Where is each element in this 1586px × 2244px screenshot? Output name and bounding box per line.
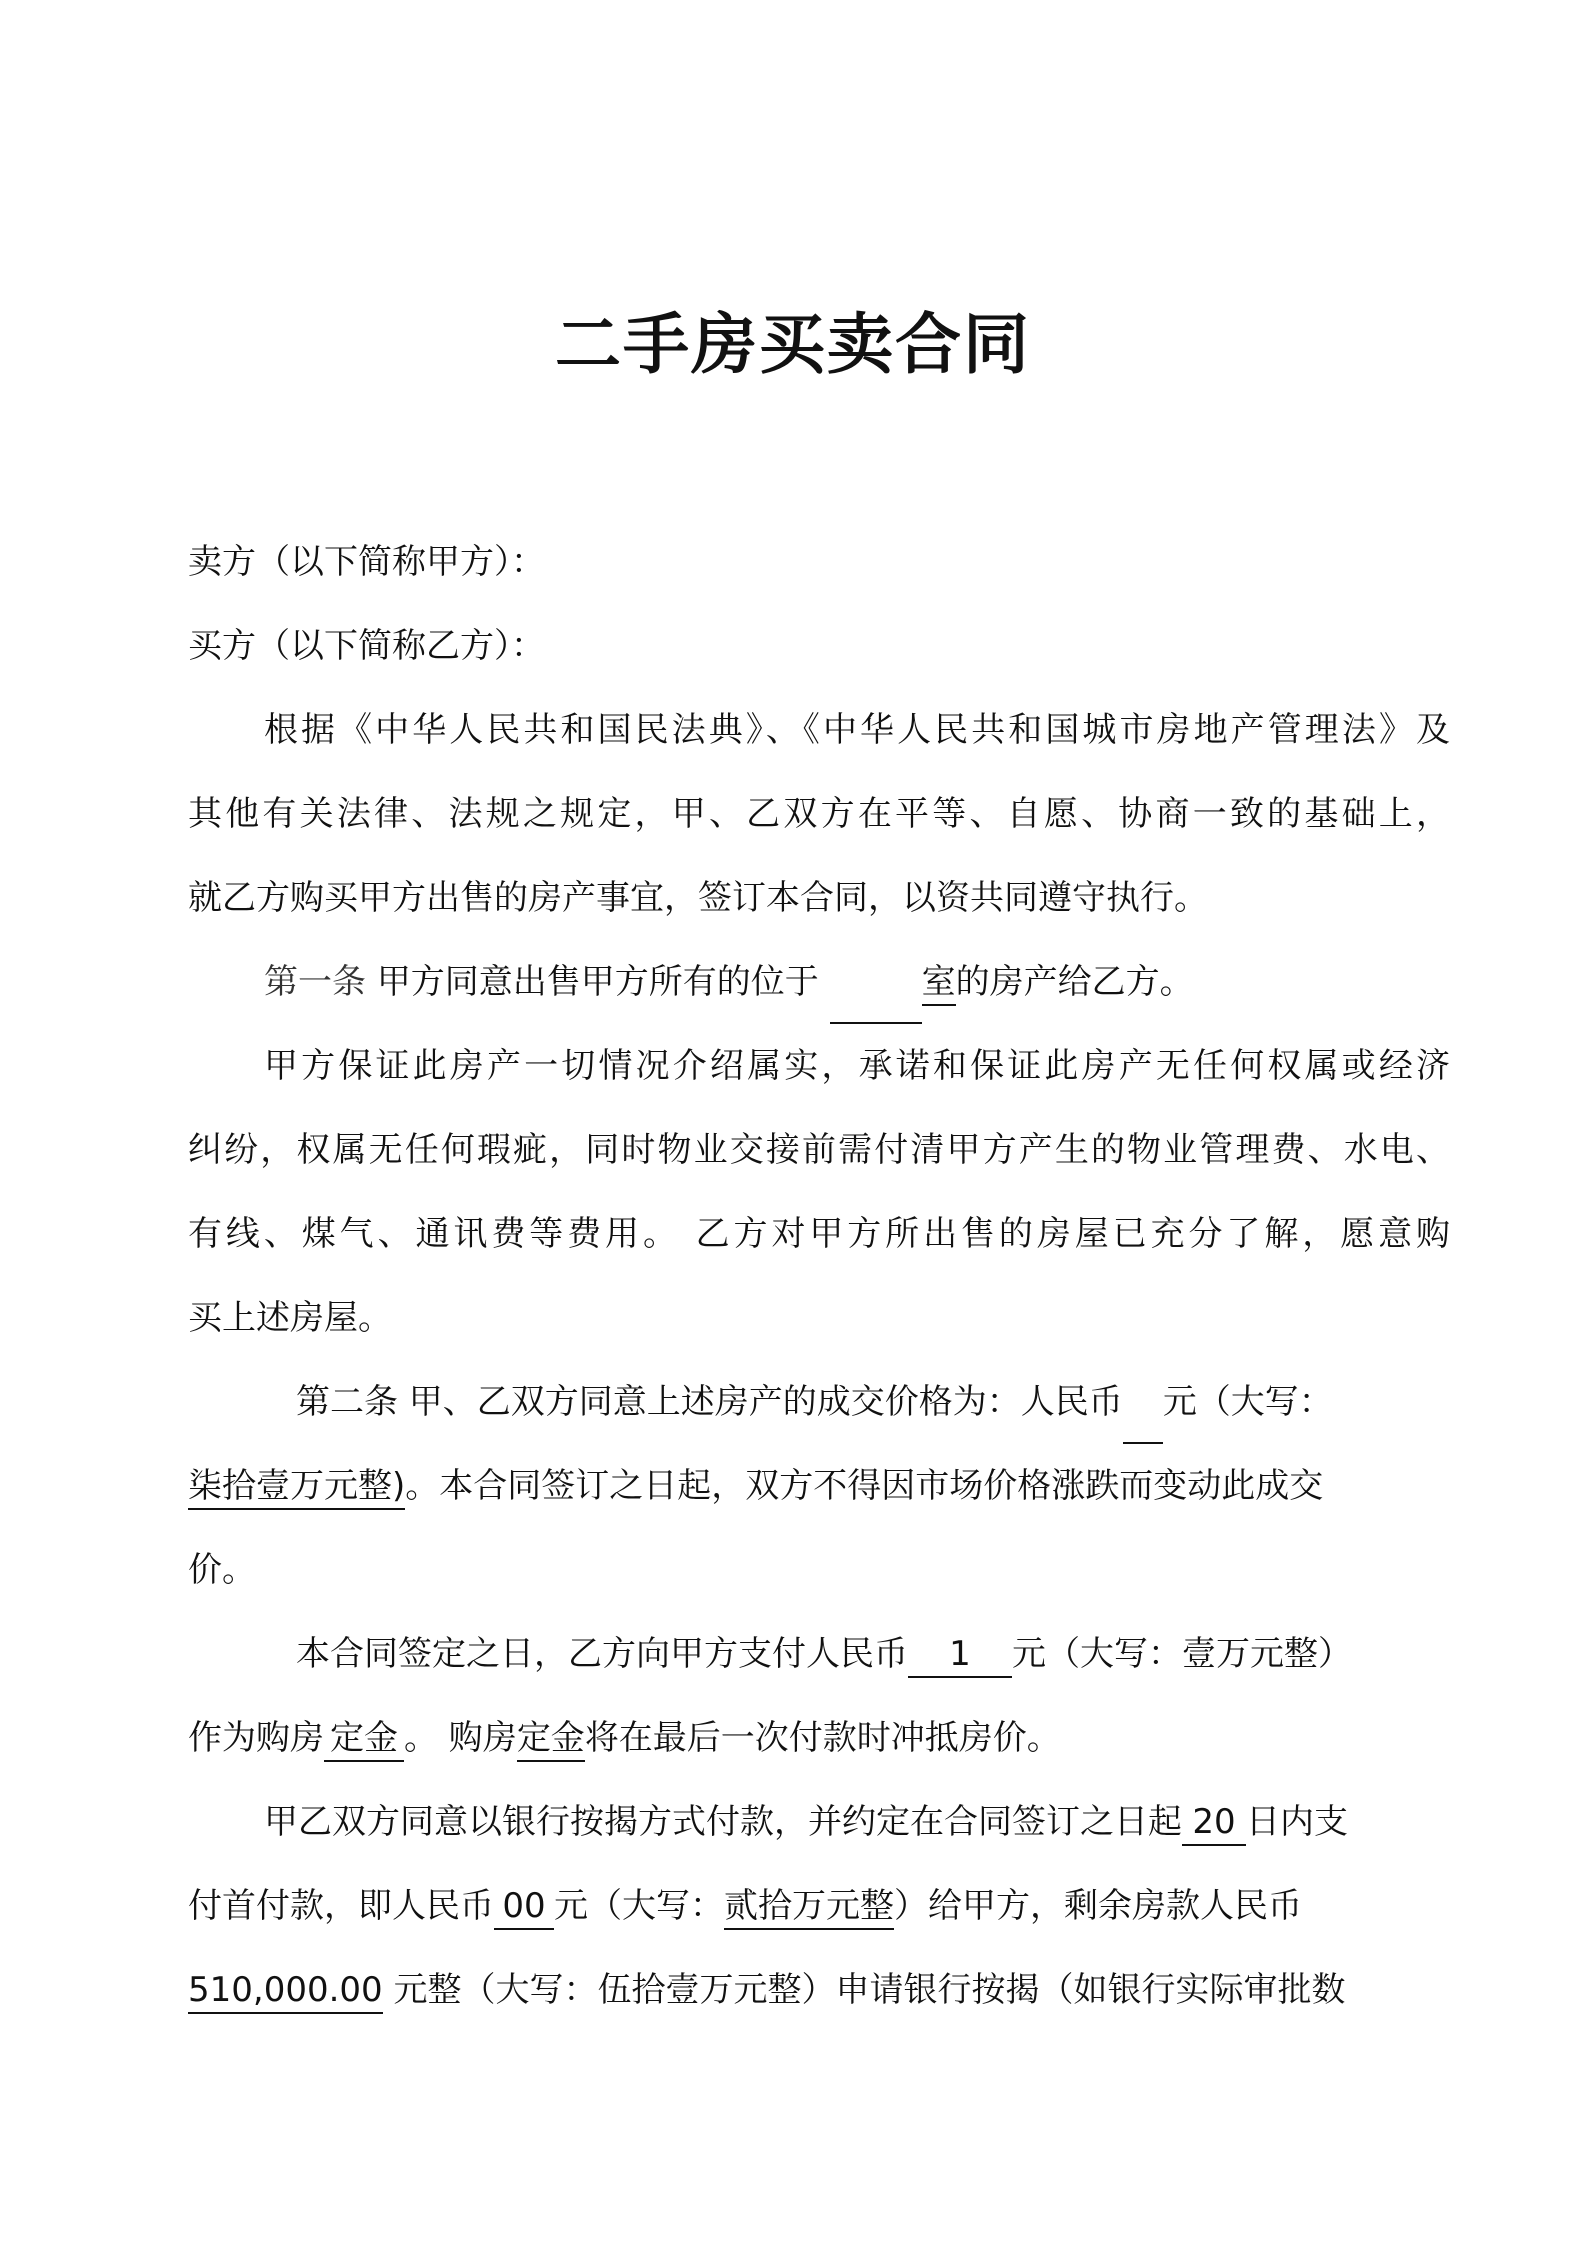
price-in-words: 柒拾壹万元整) [188, 1464, 405, 1510]
payment-text-f: 元整（大写：伍拾壹万元整）申请银行按揭（如银行实际审批数 [393, 1970, 1346, 2010]
deposit-text-d: 。 购房 [404, 1718, 517, 1758]
room-underlined: 室 [922, 960, 956, 1006]
preamble-line-2: 其他有关法律、法规之规定，甲、乙双方在平等、自愿、协商一致的基础上， [188, 794, 1450, 834]
preamble-line-1: 根据《中华人民共和国民法典》、《中华人民共和国城市房地产管理法》及 [264, 710, 1450, 750]
deposit-text-c: 作为购房 [188, 1718, 324, 1758]
deposit-word-underlined-2: 定金 [517, 1716, 585, 1762]
guarantee-line-3: 有线、煤气、通讯费等费用。 乙方对甲方所出售的房屋已充分了解，愿意购 [188, 1214, 1450, 1254]
preamble-line-3: 就乙方购买甲方出售的房产事宜，签订本合同，以资共同遵守执行。 [188, 878, 1208, 918]
article-1-label: 第一条 [264, 962, 366, 1002]
page-title: 二手房买卖合同 [555, 306, 1031, 383]
payment-text-d: 元（大写： [554, 1886, 724, 1926]
guarantee-line-2: 纠纷，权属无任何瑕疵，同时物业交接前需付清甲方产生的物业管理费、水电、 [188, 1130, 1450, 1170]
seller-line: 卖方（以下简称甲方）： [188, 542, 545, 582]
buyer-line: 买方（以下简称乙方）： [188, 626, 545, 666]
address-blank[interactable] [830, 978, 922, 1024]
deposit-text-a: 本合同签定之日，乙方向甲方支付人民币 [296, 1634, 908, 1674]
guarantee-line-4: 买上述房屋。 [188, 1298, 392, 1338]
deposit-line-1 [188, 1612, 1352, 1696]
article-1-text-b: 的房产给乙方。 [955, 962, 1194, 1002]
article-2-line-3: 价。 [188, 1550, 256, 1590]
payment-days: 20 [1182, 1800, 1246, 1846]
price-blank[interactable] [1123, 1398, 1163, 1444]
article-1-text-a: 甲方同意出售甲方所有的位于 [376, 962, 819, 1002]
payment-line-1 [188, 1780, 1348, 1864]
guarantee-line-1: 甲方保证此房产一切情况介绍属实，承诺和保证此房产无任何权属或经济 [264, 1046, 1450, 1086]
article-2-text-b: 元（大写： [1162, 1382, 1333, 1422]
article-2-line-2 [188, 1444, 1323, 1528]
deposit-word-underlined: 定金 [324, 1716, 404, 1762]
article-2-line-1 [188, 1360, 1333, 1444]
payment-text-b: 日内支 [1246, 1802, 1348, 1842]
deposit-text-e: 将在最后一次付款时冲抵房价。 [584, 1718, 1061, 1758]
remaining-amount: 510,000.00 [188, 1968, 383, 2014]
payment-text-c: 付首付款，即人民币 [188, 1886, 494, 1926]
article-2-line-2-rest: 。本合同签订之日起，双方不得因市场价格涨跌而变动此成交 [405, 1466, 1324, 1506]
payment-line-2 [188, 1864, 1302, 1948]
article-1 [188, 940, 1194, 1024]
down-payment-amount: 00 [494, 1884, 554, 1930]
article-2-text-a: 第二条 甲、乙双方同意上述房产的成交价格为：人民币 [296, 1382, 1123, 1422]
deposit-line-2 [188, 1696, 1061, 1780]
down-payment-words: 贰拾万元整 [724, 1884, 894, 1930]
payment-line-3 [188, 1948, 1345, 2032]
payment-text-a: 甲乙双方同意以银行按揭方式付款，并约定在合同签订之日起 [264, 1802, 1182, 1842]
payment-text-e: ）给甲方，剩余房款人民币 [894, 1886, 1302, 1926]
deposit-text-b: 元（大写：壹万元整） [1012, 1634, 1352, 1674]
deposit-amount: 1 [908, 1632, 1012, 1678]
